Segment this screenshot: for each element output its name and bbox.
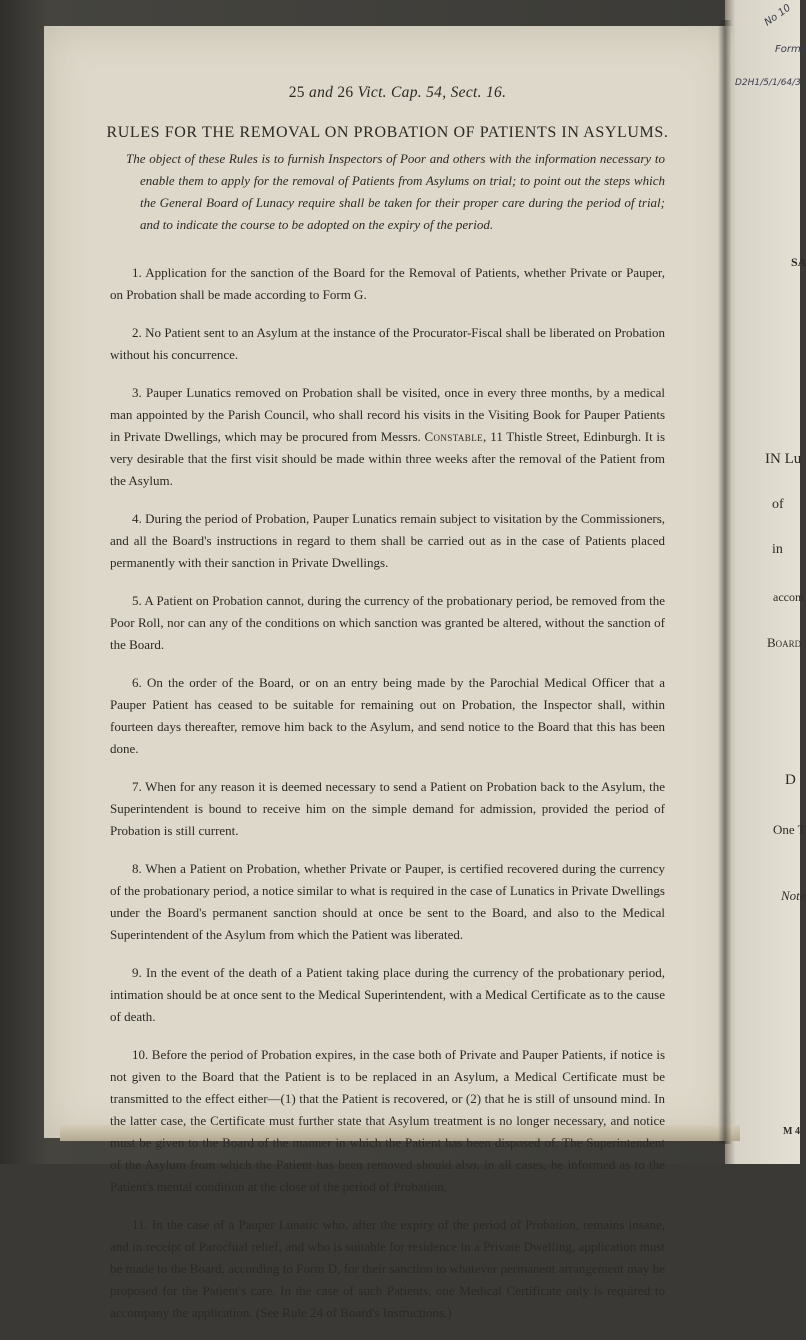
facing-word-5: accom bbox=[773, 590, 805, 604]
rule-number: 1. bbox=[132, 265, 142, 280]
rule-5 bbox=[110, 590, 665, 656]
rule-11 bbox=[110, 1214, 665, 1324]
rule-text-cont: 11 Thistle Street, Edinburgh. It is very desirable that the first visit should be made within three weeks after the removal of the Patient from the Asylum. bbox=[110, 429, 666, 488]
facing-word-8: One T bbox=[773, 822, 806, 837]
publisher-name: Constable, bbox=[424, 429, 487, 444]
rule-text: In the event of the death of a Patient taking place during the currency of the probationary period, intimation should be at once sent to the Medical Superintendent, with a Medical Certificate as to the cause of death. bbox=[110, 965, 666, 1024]
rule-3 bbox=[110, 382, 665, 492]
facing-page bbox=[725, 0, 806, 1164]
rule-number: 6. bbox=[132, 675, 142, 690]
book-gutter bbox=[718, 20, 732, 1144]
act-and: and bbox=[309, 84, 334, 101]
document-text bbox=[106, 84, 669, 1340]
rule-number: 5. bbox=[132, 593, 142, 608]
rule-8 bbox=[110, 858, 665, 946]
rule-number: 3. bbox=[132, 385, 142, 400]
facing-word-1: SA bbox=[791, 255, 806, 269]
rule-text: When a Patient on Probation, whether Private or Pauper, is certified recovered during the currency of the probationary period, a notice similar to what is required in the case of Lunatics in Private Dwellings under the Board's permanent sanction should at once be sent to the Board, and also to the Medical Superintendent of the Asylum from which the Patient was liberated. bbox=[110, 861, 665, 942]
act-reference bbox=[130, 84, 665, 102]
facing-word-2: IN Lu bbox=[765, 451, 802, 467]
rule-6 bbox=[110, 672, 665, 760]
rule-1 bbox=[110, 262, 665, 306]
rule-number: 9. bbox=[132, 965, 142, 980]
facing-word-9: Note bbox=[781, 888, 806, 903]
act-sect: Sect. 16. bbox=[450, 84, 507, 101]
rule-number: 11. bbox=[132, 1217, 148, 1232]
facing-word-6: Board bbox=[767, 635, 802, 650]
rule-number: 4. bbox=[132, 511, 142, 526]
rule-7 bbox=[110, 776, 665, 842]
act-reign: 26 bbox=[337, 84, 354, 101]
rule-text: Pauper Lunatics removed on Probation shall be visited, once in every three months, by a medical man appointed by the Parish Council, who shall record his visits in the Visiting Book for Pauper Patients in Private Dwellings, which may be procured from Messrs. bbox=[110, 385, 665, 444]
rule-text: During the period of Probation, Pauper Lunatics remain subject to visitation by the Commissioners, and all the Board's instructions in regard to them shall be carried out as in the case of Patients placed permanently with their sanction in Private Dwellings. bbox=[110, 511, 666, 570]
facing-handwriting-3: D2H1/5/1/64/3 bbox=[735, 78, 801, 88]
rule-text: Application for the sanction of the Board for the Removal of Patients, whether Private or Pauper, on Probation shall be made according to Form G. bbox=[110, 265, 665, 302]
facing-word-4: in bbox=[772, 542, 783, 557]
facing-word-3: of bbox=[772, 497, 784, 512]
intro-paragraph: The object of these Rules is to furnish Inspectors of Poor and others with the information necessary to enable them to apply for the removal of Patients from Asylums on trial; to point out the steps which the General Board of Lunacy require shall be taken for their proper care during the period of trial; and to indicate the course to be adopted on the expiry of the period. bbox=[126, 151, 665, 232]
document-title: RULES FOR THE REMOVAL ON PROBATION OF PATIENTS IN ASYLUMS. bbox=[106, 124, 669, 141]
facing-word-10: M 4 bbox=[783, 1126, 800, 1137]
facing-handwriting-1: No 10 bbox=[762, 2, 794, 29]
rule-number: 8. bbox=[132, 861, 142, 876]
act-number: 25 bbox=[288, 84, 305, 101]
rule-2 bbox=[110, 322, 665, 366]
rule-text: No Patient sent to an Asylum at the instance of the Procurator-Fiscal shall be liberated on Probation without his concurrence. bbox=[110, 325, 665, 362]
rule-text: When for any reason it is deemed necessary to send a Patient on Probation back to the Asylum, the Superintendent is bound to receive him on the simple demand for admission, provided the period of Probation is still current. bbox=[110, 779, 665, 838]
facing-handwriting-2: Forms bbox=[775, 44, 806, 55]
rule-number: 7. bbox=[132, 779, 142, 794]
rule-text: On the order of the Board, or on an entry being made by the Parochial Medical Officer that a Pauper Patient has ceased to be suitable for remaining out on Probation, the Inspector shall, within fourteen days thereafter, remove him back to the Asylum, and send notice to the Board that this has been done. bbox=[110, 675, 665, 756]
rule-4 bbox=[110, 508, 665, 574]
act-cap: Cap. 54, bbox=[391, 84, 447, 101]
rule-text: In the case of a Pauper Lunatic who, after the expiry of the period of Probation, remains insane, and in receipt of Parochial relief, and who is suitable for residence in a Private Dwelling, application must be made to the Board, according to Form D, for their sanction to whatever permanent arrangement may be proposed for the Patient's care. In the case of such Patients, one Medical Certificate only is required to accompany the application. (See Rule 24 of Board's Instructions.) bbox=[110, 1217, 665, 1320]
rule-text: A Patient on Probation cannot, during the currency of the probationary period, be removed from the Poor Roll, nor can any of the conditions on which sanction was granted be altered, without the sanction of the Board. bbox=[110, 593, 665, 652]
act-vict: Vict. bbox=[357, 84, 387, 101]
rule-number: 10. bbox=[132, 1047, 149, 1062]
rule-9 bbox=[110, 962, 665, 1028]
facing-word-7: D bbox=[785, 772, 796, 788]
rule-number: 2. bbox=[132, 325, 142, 340]
rule-10 bbox=[110, 1044, 665, 1198]
rule-text: Before the period of Probation expires, in the case both of Private and Pauper Patients, if notice is not given to the Board that the Patient is to be replaced in an Asylum, a Medical Certificate must be transmitted to the effect either—(1) that the Patient is recovered, or (2) that he is still of unsound mind. In the latter case, the Certificate must further state that Asylum treatment is no longer necessary, and notice must be given to the Board of the manner in which the Patient has been disposed of. The Superintendent of the Asylum from which the Patient has been removed should also, in all cases, be informed as to the Patient's mental condition at the close of the period of Probation. bbox=[110, 1047, 666, 1194]
